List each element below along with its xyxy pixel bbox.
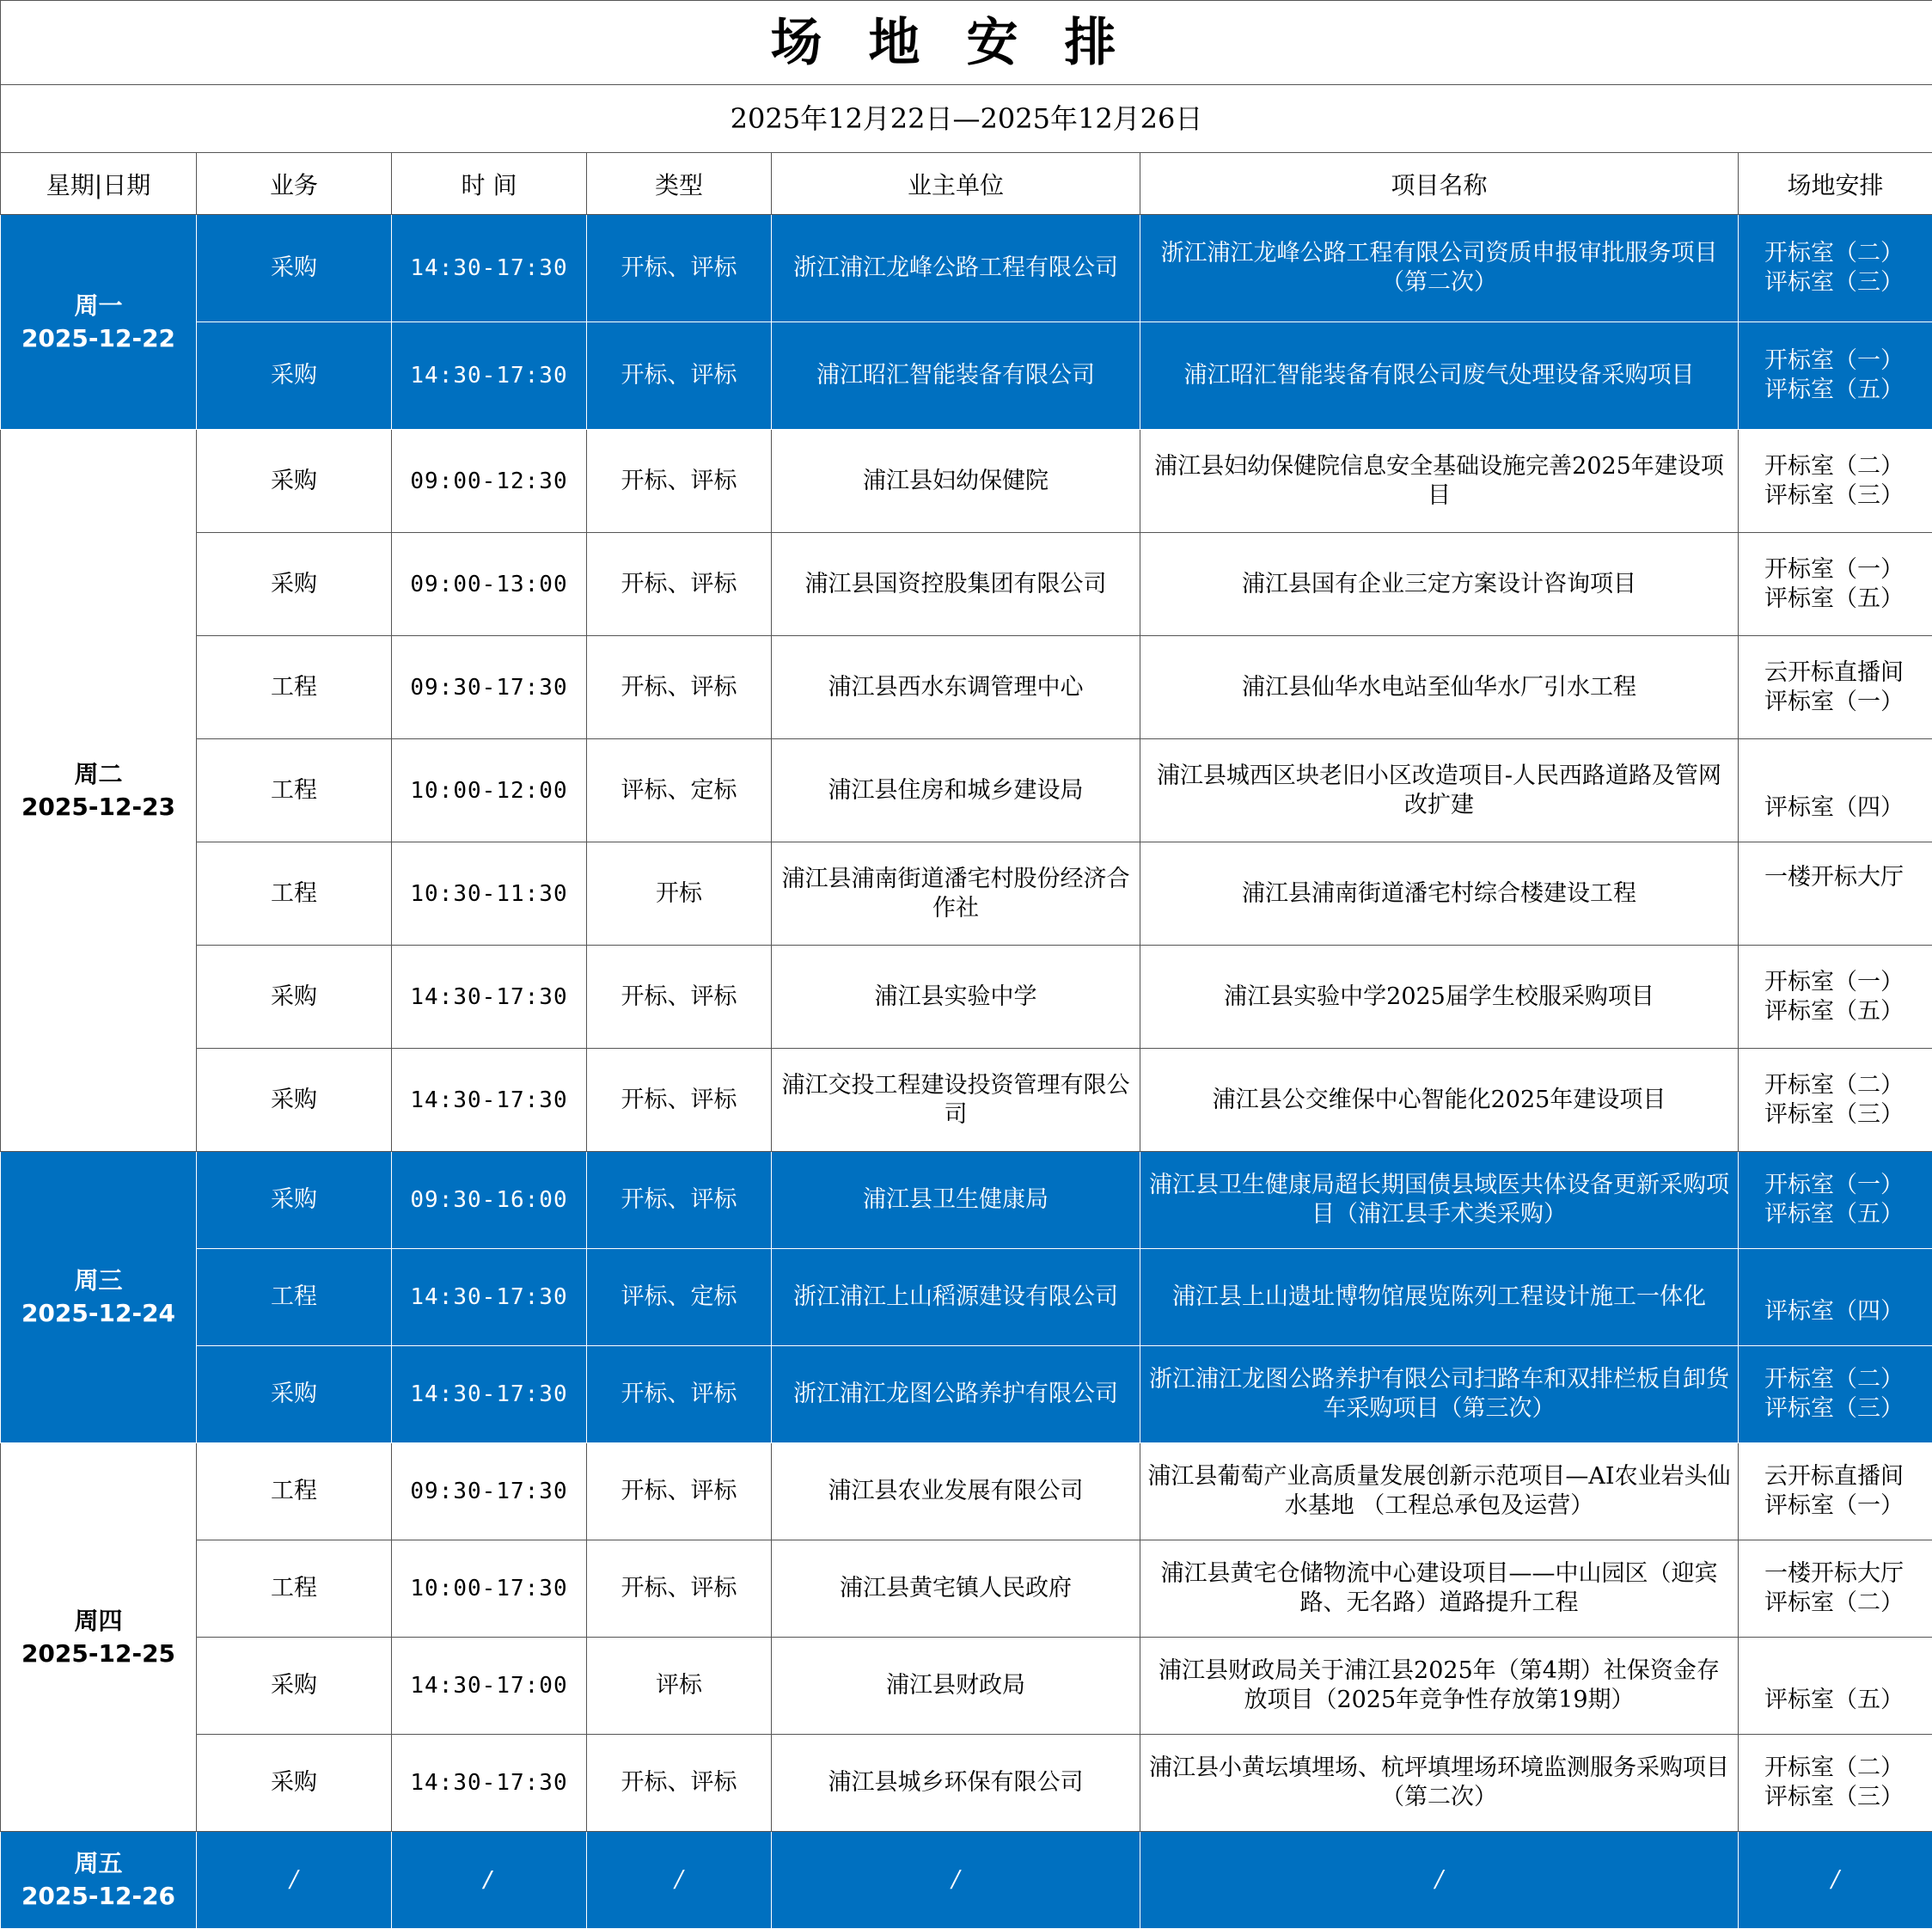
table-row	[1, 215, 1932, 322]
table-row	[1, 636, 1932, 739]
business-cell: 采购	[197, 1346, 392, 1443]
business-cell: 工程	[197, 1540, 392, 1638]
day-cell	[1, 215, 197, 430]
venue-line-2: 评标室（五）	[1764, 1687, 1904, 1713]
owner-cell: 浦江县国资控股集团有限公司	[772, 533, 1140, 636]
owner-cell: 浦江县财政局	[772, 1638, 1140, 1735]
business-cell: 采购	[197, 1152, 392, 1249]
time-cell: 09:30-17:30	[392, 636, 587, 739]
type-cell: 开标、评标	[587, 215, 772, 322]
owner-cell: 浙江浦江龙峰公路工程有限公司	[772, 215, 1140, 322]
project-cell: 浦江县实验中学2025届学生校服采购项目	[1140, 946, 1739, 1049]
time-cell: 09:00-13:00	[392, 533, 587, 636]
venue-cell	[1739, 1249, 1932, 1346]
day-cell	[1, 1152, 197, 1443]
type-cell: 开标、评标	[587, 1346, 772, 1443]
project-cell: 浦江县国有企业三定方案设计咨询项目	[1140, 533, 1739, 636]
day-cell	[1, 1832, 197, 1929]
venue-cell	[1739, 1638, 1932, 1735]
date-label: 2025-12-24	[21, 1299, 176, 1327]
time-cell: 09:30-17:30	[392, 1443, 587, 1540]
venue-line-2: 评标室（三）	[1764, 269, 1904, 296]
venue-line-2: 评标室（五）	[1764, 585, 1904, 612]
project-cell: 浦江昭汇智能装备有限公司废气处理设备采购项目	[1140, 322, 1739, 430]
day-cell	[1, 430, 197, 1152]
owner-cell: 浦江县黄宅镇人民政府	[772, 1540, 1140, 1638]
time-cell: 14:30-17:30	[392, 215, 587, 322]
table-row	[1, 322, 1932, 430]
venue-line-2: 评标室（五）	[1764, 377, 1904, 403]
venue-line-2: 评标室（三）	[1764, 1395, 1904, 1422]
owner-cell: 浦江县妇幼保健院	[772, 430, 1140, 533]
business-cell: /	[197, 1832, 392, 1929]
time-cell: 14:30-17:30	[392, 1346, 587, 1443]
business-cell: 采购	[197, 430, 392, 533]
table-row	[1, 1152, 1932, 1249]
owner-cell: /	[772, 1832, 1140, 1929]
venue-line-2: 评标室（三）	[1764, 1100, 1904, 1128]
type-cell: 开标、评标	[587, 430, 772, 533]
owner-cell: 浦江县农业发展有限公司	[772, 1443, 1140, 1540]
table-row	[1, 430, 1932, 533]
type-cell: 评标、定标	[587, 1249, 772, 1346]
venue-line-2: 评标室（一）	[1764, 688, 1904, 715]
owner-cell: 浦江县住房和城乡建设局	[772, 739, 1140, 842]
weekday-label: 周四	[74, 1606, 123, 1635]
venue-line-1: 开标室（二）	[1764, 1754, 1904, 1781]
time-cell: 14:30-17:00	[392, 1638, 587, 1735]
venue-line-1: 开标室（一）	[1764, 555, 1904, 583]
header-day-date: 星期|日期	[1, 153, 197, 215]
venue-cell	[1739, 1735, 1932, 1832]
type-cell: 开标、评标	[587, 322, 772, 430]
header-project: 项目名称	[1140, 153, 1739, 215]
owner-cell: 浦江交投工程建设投资管理有限公司	[772, 1049, 1140, 1152]
time-cell: /	[392, 1832, 587, 1929]
table-row	[1, 1443, 1932, 1540]
type-cell: 开标、评标	[587, 946, 772, 1049]
venue-line-1: 开标室（二）	[1764, 1071, 1904, 1099]
type-cell: 评标、定标	[587, 739, 772, 842]
weekday-label: 周一	[74, 291, 123, 320]
owner-cell: 浙江浦江上山稻源建设有限公司	[772, 1249, 1140, 1346]
time-cell: 14:30-17:30	[392, 1049, 587, 1152]
time-cell: 14:30-17:30	[392, 322, 587, 430]
owner-cell: 浦江县西水东调管理中心	[772, 636, 1140, 739]
venue-cell	[1739, 322, 1932, 430]
header-row	[1, 153, 1932, 215]
venue-line-1: 开标室（一）	[1764, 1172, 1904, 1198]
type-cell: 开标	[587, 842, 772, 946]
project-cell: 浦江县小黄坛填埋场、杭坪填埋场环境监测服务采购项目（第二次）	[1140, 1735, 1739, 1832]
type-cell: 开标、评标	[587, 1735, 772, 1832]
project-cell: /	[1140, 1832, 1739, 1929]
venue-line-1: 开标室（二）	[1764, 1366, 1904, 1393]
project-cell: 浦江县仙华水电站至仙华水厂引水工程	[1140, 636, 1739, 739]
project-cell: 浦江县城西区块老旧小区改造项目-人民西路道路及管网改扩建	[1140, 739, 1739, 842]
table-row	[1, 946, 1932, 1049]
type-cell: 评标	[587, 1638, 772, 1735]
project-cell: 浦江县上山遗址博物馆展览陈列工程设计施工一体化	[1140, 1249, 1739, 1346]
header-owner: 业主单位	[772, 153, 1140, 215]
date-label: 2025-12-22	[21, 323, 176, 352]
business-cell: 工程	[197, 842, 392, 946]
venue-line-1: 开标室（一）	[1764, 968, 1904, 995]
project-cell: 浦江县妇幼保健院信息安全基础设施完善2025年建设项目	[1140, 430, 1739, 533]
project-cell: 浦江县财政局关于浦江县2025年（第4期）社保资金存放项目（2025年竞争性存放第19期）	[1140, 1638, 1739, 1735]
date-label: 2025-12-26	[21, 1882, 176, 1910]
venue-cell	[1739, 1443, 1932, 1540]
business-cell: 采购	[197, 1735, 392, 1832]
type-cell: /	[587, 1832, 772, 1929]
table-row	[1, 1346, 1932, 1443]
venue-line-2: 评标室（五）	[1764, 1201, 1904, 1228]
project-cell: 浦江县公交维保中心智能化2025年建设项目	[1140, 1049, 1739, 1152]
owner-cell: 浦江昭汇智能装备有限公司	[772, 322, 1140, 430]
table-row	[1, 1049, 1932, 1152]
date-label: 2025-12-23	[21, 792, 176, 821]
venue-line-2: 评标室（四）	[1764, 1298, 1904, 1325]
owner-cell: 浦江县实验中学	[772, 946, 1140, 1049]
header-time: 时 间	[392, 153, 587, 215]
business-cell: 采购	[197, 322, 392, 430]
venue-line-2: 评标室（四）	[1764, 794, 1904, 821]
business-cell: 采购	[197, 215, 392, 322]
header-business: 业务	[197, 153, 392, 215]
business-cell: 工程	[197, 636, 392, 739]
date-range: 2025年12月22日—2025年12月26日	[1, 85, 1932, 153]
table-row	[1, 842, 1932, 946]
venue-cell	[1739, 842, 1932, 946]
time-cell: 09:00-12:30	[392, 430, 587, 533]
table-row	[1, 1540, 1932, 1638]
weekday-label: 周五	[74, 1849, 123, 1877]
time-cell: 10:00-12:00	[392, 739, 587, 842]
venue-cell	[1739, 533, 1932, 636]
business-cell: 采购	[197, 1638, 392, 1735]
venue-cell	[1739, 946, 1932, 1049]
business-cell: 工程	[197, 1249, 392, 1346]
time-cell: 14:30-17:30	[392, 1249, 587, 1346]
header-venue: 场地安排	[1739, 153, 1932, 215]
venue-cell	[1739, 215, 1932, 322]
venue-line-2: 评标室（五）	[1764, 997, 1904, 1025]
venue-cell	[1739, 1346, 1932, 1443]
time-cell: 09:30-16:00	[392, 1152, 587, 1249]
venue-line-2: 评标室（三）	[1764, 481, 1904, 509]
page-title: 场地安排	[1, 1, 1932, 85]
venue-cell	[1739, 1152, 1932, 1249]
business-cell: 采购	[197, 946, 392, 1049]
table-row	[1, 533, 1932, 636]
project-cell: 浦江县黄宅仓储物流中心建设项目——中山园区（迎宾路、无名路）道路提升工程	[1140, 1540, 1739, 1638]
project-cell: 浙江浦江龙峰公路工程有限公司资质申报审批服务项目（第二次）	[1140, 215, 1739, 322]
type-cell: 开标、评标	[587, 533, 772, 636]
owner-cell: 浦江县浦南街道潘宅村股份经济合作社	[772, 842, 1140, 946]
venue-cell	[1739, 430, 1932, 533]
type-cell: 开标、评标	[587, 1049, 772, 1152]
type-cell: 开标、评标	[587, 1152, 772, 1249]
venue-cell: /	[1739, 1832, 1932, 1929]
header-type: 类型	[587, 153, 772, 215]
table-row	[1, 1249, 1932, 1346]
venue-line-2: 评标室（三）	[1764, 1784, 1904, 1810]
venue-cell	[1739, 1049, 1932, 1152]
business-cell: 工程	[197, 1443, 392, 1540]
weekday-label: 周二	[74, 759, 123, 788]
weekday-label: 周三	[74, 1266, 123, 1295]
table-row	[1, 1832, 1932, 1929]
owner-cell: 浦江县城乡环保有限公司	[772, 1735, 1140, 1832]
venue-line-1: 开标室（一）	[1764, 347, 1904, 374]
venue-line-2: 评标室（二）	[1764, 1589, 1904, 1616]
business-cell: 采购	[197, 533, 392, 636]
table-row	[1, 1735, 1932, 1832]
venue-line-2: 评标室（一）	[1764, 1492, 1904, 1519]
venue-line-1: 一楼开标大厅	[1764, 864, 1904, 891]
owner-cell: 浙江浦江龙图公路养护有限公司	[772, 1346, 1140, 1443]
venue-line-1: 一楼开标大厅	[1764, 1560, 1904, 1587]
day-cell	[1, 1443, 197, 1832]
business-cell: 采购	[197, 1049, 392, 1152]
business-cell: 工程	[197, 739, 392, 842]
venue-cell	[1739, 1540, 1932, 1638]
venue-line-1: 云开标直播间	[1764, 658, 1904, 686]
venue-line-1: 开标室（二）	[1764, 240, 1904, 266]
time-cell: 10:00-17:30	[392, 1540, 587, 1638]
type-cell: 开标、评标	[587, 636, 772, 739]
type-cell: 开标、评标	[587, 1540, 772, 1638]
time-cell: 14:30-17:30	[392, 946, 587, 1049]
venue-cell	[1739, 636, 1932, 739]
project-cell: 浙江浦江龙图公路养护有限公司扫路车和双排栏板自卸货车采购项目（第三次）	[1140, 1346, 1739, 1443]
type-cell: 开标、评标	[587, 1443, 772, 1540]
time-cell: 14:30-17:30	[392, 1735, 587, 1832]
venue-line-1: 开标室（二）	[1764, 452, 1904, 480]
table-row	[1, 1638, 1932, 1735]
project-cell: 浦江县葡萄产业高质量发展创新示范项目—AI农业岩头仙水基地 （工程总承包及运营）	[1140, 1443, 1739, 1540]
project-cell: 浦江县浦南街道潘宅村综合楼建设工程	[1140, 842, 1739, 946]
time-cell: 10:30-11:30	[392, 842, 587, 946]
date-label: 2025-12-25	[21, 1638, 176, 1668]
venue-line-1: 云开标直播间	[1764, 1463, 1904, 1490]
owner-cell: 浦江县卫生健康局	[772, 1152, 1140, 1249]
project-cell: 浦江县卫生健康局超长期国债县域医共体设备更新采购项目（浦江县手术类采购）	[1140, 1152, 1739, 1249]
table-row	[1, 739, 1932, 842]
venue-cell	[1739, 739, 1932, 842]
